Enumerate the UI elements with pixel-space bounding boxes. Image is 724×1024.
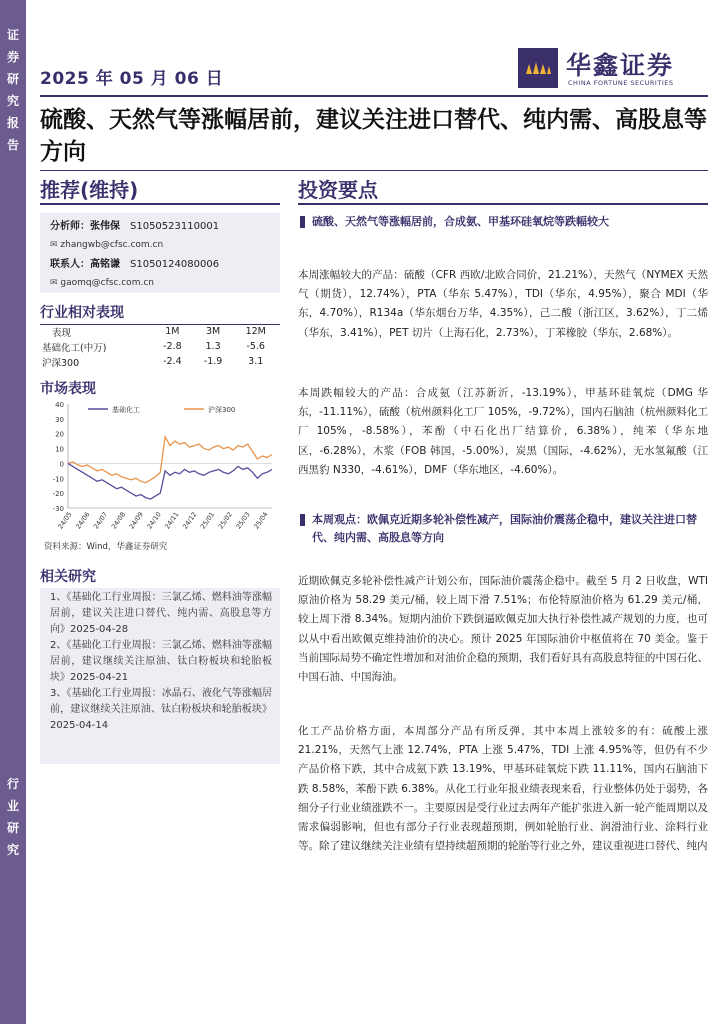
x-tick-label: 24/09 bbox=[127, 510, 145, 531]
analyst-email-text: zhangwb@cfsc.com.cn bbox=[60, 240, 164, 250]
research-list bbox=[40, 588, 280, 764]
rating-label: 推荐(维持) bbox=[40, 178, 139, 202]
analyst-email[interactable] bbox=[50, 236, 270, 255]
y-tick-label: -10 bbox=[52, 475, 64, 484]
research-type-label: 行 业 研 究 bbox=[6, 777, 19, 857]
research-item[interactable]: 2、《基础化工行业周报：三氯乙烯、燃料油等涨幅居前，建议继续关注原油、钛白粉板块和轮胎板块》2025-04-21 bbox=[50, 640, 272, 683]
company-logo bbox=[518, 46, 713, 90]
table-header-cell: 3M bbox=[205, 326, 221, 337]
analyst-cert-no: S1050523110001 bbox=[130, 221, 220, 232]
table-row bbox=[42, 339, 278, 354]
y-tick-label: 30 bbox=[55, 415, 64, 424]
contact-label: 联系人： bbox=[50, 259, 90, 270]
table-cell: 3.1 bbox=[248, 356, 264, 367]
y-tick-label: -20 bbox=[52, 490, 64, 499]
contact-email[interactable] bbox=[50, 274, 270, 293]
market-title: 市场表现 bbox=[40, 381, 96, 397]
body-paragraph: 本周跌幅较大的产品：合成氨（江苏新沂，-13.19%），甲基环硅氧烷（DMG 华东，-11.11%），硫酸（杭州颜料化工厂 105%，-9.72%），国内石脑油（杭州颜料化工厂 105%，-8.58%），苯酚（中石化出厂结算价，6.38%），纯苯（华东地区，-6.28%），木浆（FOB 韩国，-5.00%），炭黑（国际，-4.62%），无水氢氟酸（江西黑豹 N330，-4.61%），DMF（华东地区，-4.60%）。 bbox=[298, 387, 708, 476]
table-header-cell: 1M bbox=[165, 326, 180, 337]
y-tick-label: 0 bbox=[59, 460, 64, 469]
section-heading: 硫酸、天然气等涨幅居前，合成氨、甲基环硅氧烷等跌幅较大 bbox=[298, 213, 708, 231]
table-cell: -2.8 bbox=[163, 341, 182, 352]
x-tick-label: 24/07 bbox=[91, 510, 110, 531]
body-paragraph: 近期欧佩克多轮补偿性减产计划公布，国际油价震荡企稳中。截至 5 月 2 日收盘，WTI 原油价格为 58.29 美元/桶，较上周下滑 7.51%；布伦特原油价格为 61.29 美元/桶，较上周下滑 8.34%。短期内油价下跌倒逼欧佩克加大执行补偿性减产规划的力度，也可以从中看出欧佩克维持油价的决心。预计 2025 年国际油价中枢值将在 70 美金。鉴于当前国际局势不确定性增加和对油价企稳的预期，我们看好具有高股息特征的中国石化、中国石油、中国海油。 bbox=[298, 575, 708, 684]
mail-icon: ✉ bbox=[50, 278, 61, 288]
table-cell: 沪深300 bbox=[42, 357, 80, 369]
right-divider bbox=[298, 203, 708, 205]
table-row bbox=[42, 354, 278, 369]
report-date: 2025 年 05 月 06 日 bbox=[40, 69, 224, 89]
table-header-cell: 12M bbox=[245, 326, 266, 337]
legend-label: 沪深300 bbox=[208, 406, 236, 414]
table-header-cell: 表现 bbox=[52, 327, 72, 339]
relative-perf-title: 行业相对表现 bbox=[40, 302, 280, 325]
logo-text-en: CHINA FORTUNE SECURITIES bbox=[568, 79, 674, 87]
legend-label: 基础化工 bbox=[112, 406, 140, 414]
research-item[interactable]: 1、《基础化工行业周报：三氯乙烯、燃料油等涨幅居前，建议关注进口替代、纯内需、高股息等方向》2025-04-28 bbox=[50, 592, 272, 635]
y-tick-label: 40 bbox=[55, 401, 64, 409]
contact-row bbox=[50, 255, 270, 274]
chart-source: 资料来源：Wind，华鑫证券研究 bbox=[44, 542, 168, 552]
logo-text-cn: 华鑫证券 bbox=[566, 51, 675, 80]
y-tick-label: 10 bbox=[55, 445, 64, 454]
x-tick-label: 25/02 bbox=[216, 510, 235, 531]
analyst-box bbox=[40, 213, 280, 293]
contact-name: 高铭谦 bbox=[90, 259, 120, 270]
logo-mark-icon bbox=[518, 48, 558, 88]
title-divider bbox=[40, 170, 708, 171]
x-tick-label: 25/04 bbox=[252, 510, 270, 531]
report-type-label: 证 券 研 究 报 告 bbox=[6, 28, 19, 152]
relative-perf-table bbox=[42, 324, 278, 369]
x-tick-label: 24/05 bbox=[56, 510, 74, 531]
x-tick-label: 24/12 bbox=[181, 510, 199, 531]
x-tick-label: 24/06 bbox=[74, 510, 92, 531]
market-chart bbox=[42, 398, 278, 536]
table-cell: 基础化工(中万) bbox=[42, 342, 107, 354]
analyst-name: 张伟保 bbox=[90, 221, 120, 232]
series-line bbox=[68, 463, 272, 499]
table-cell: -5.6 bbox=[246, 341, 265, 352]
table-cell: 1.3 bbox=[205, 341, 221, 352]
x-tick-label: 24/08 bbox=[109, 510, 128, 531]
x-tick-label: 25/03 bbox=[234, 510, 252, 531]
section-heading: 本周观点：欧佩克近期多轮补偿性减产，国际油价震荡企稳中，建议关注进口替代、纯内需、高股息等方向 bbox=[298, 511, 708, 547]
report-title: 硫酸、天然气等涨幅居前，建议关注进口替代、纯内需、高股息等方向 bbox=[40, 107, 707, 165]
research-item[interactable]: 3、《基础化工行业周报：冰晶石、液化气等涨幅居前，建议继续关注原油、钛白粉板块和轮胎板块》2025-04-14 bbox=[50, 688, 272, 731]
body-paragraph: 化工产品价格方面，本周部分产品有所反弹，其中本周上涨较多的有：硫酸上涨 21.21%，天然气上涨 12.74%，PTA 上涨 5.47%，TDI 上涨 4.95%等，但仍有不少产品价格下跌，其中合成氨下跌 13.19%，甲基环硅氧烷下跌 11.11%，国内石脑油下跌 8.58%，苯酚下跌 6.38%。从化工行业年报业绩表现来看，行业整体仍处于弱势，各细分子行业业绩涨跌不一。主要原因是受行业过去两年产能扩张进入新一轮产能周期以及需求偏弱影响，但也有部分子行业表现超预期，例如轮胎行业、润滑油行业、涂料行业等。除了建议继续关注业绩有望持续超预期的轮胎等行业之外，建议重视进口替代、纯内 bbox=[298, 725, 708, 853]
mail-icon: ✉ bbox=[50, 240, 61, 250]
y-tick-label: -30 bbox=[52, 505, 64, 513]
x-tick-label: 25/01 bbox=[198, 510, 217, 531]
table-cell: -2.4 bbox=[163, 356, 182, 367]
invest-heading: 投资要点 bbox=[298, 178, 378, 202]
x-tick-label: 24/10 bbox=[145, 510, 163, 531]
analyst-row bbox=[50, 217, 270, 236]
body-paragraph: 本周涨幅较大的产品：硫酸（CFR 西欧/北欧合同价，21.21%），天然气（NYMEX 天然气（期货），12.74%），PTA（华东 5.47%），TDI（华东，4.95%），聚合 MDI（华东，4.70%），R134a（华东烟台万华，4.35%），己二酸（浙江区，3.62%），丁二烯（华东，3.41%），PET 切片（上海石化，2.73%），丁苯橡胶（华东，2.68%）。 bbox=[298, 269, 708, 339]
analyst-label: 分析师： bbox=[50, 221, 90, 232]
table-cell: -1.9 bbox=[203, 356, 223, 367]
y-tick-label: 20 bbox=[55, 430, 64, 439]
contact-cert-no: S1050124080006 bbox=[130, 259, 220, 270]
table-header-row bbox=[42, 324, 278, 339]
contact-email-text: gaomq@cfsc.com.cn bbox=[60, 278, 154, 288]
research-title: 相关研究 bbox=[40, 566, 280, 589]
left-divider bbox=[40, 203, 280, 205]
x-tick-label: 24/11 bbox=[163, 510, 181, 531]
header-divider bbox=[40, 95, 708, 97]
